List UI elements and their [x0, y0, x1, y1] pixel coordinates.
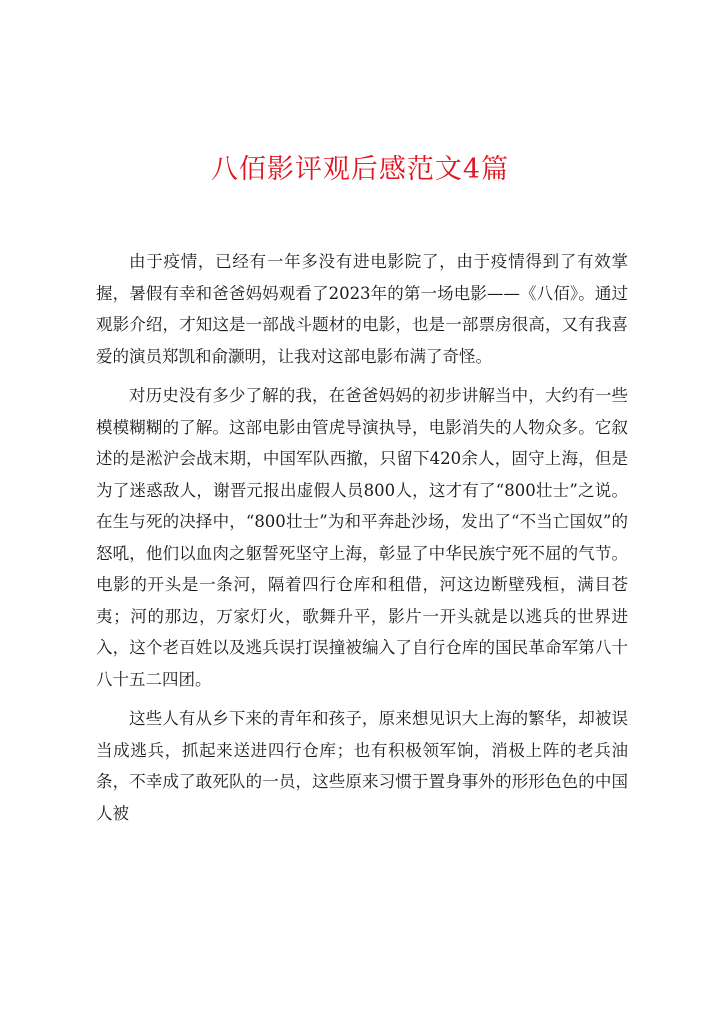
paragraph: 这些人有从乡下来的青年和孩子，原来想见识大上海的繁华，却被误当成逃兵，抓起来送进四行仓库；也有积极领军饷，消极上阵的老兵油条，不幸成了敢死队的一员，这些原来习惯于置身事外的形形色色的中国人被 [96, 709, 628, 823]
paragraph: 对历史没有多少了解的我，在爸爸妈妈的初步讲解当中，大约有一些模模糊糊的了解。这部电影由管虎导演执导，电影消失的人物众多。它叙述的是淞沪会战末期，中国军队西撤，只留下420余人，固守上海，但是为了迷惑敌人，谢晋元报出虚假人员800人，这才有了“800壮士”之说。在生与死的决择中，“800壮士”为和平奔赴沙场，发出了“不当亡国奴”的怒吼，他们以血肉之躯誓死坚守上海，彰显了中华民族宁死不屈的气节。电影的开头是一条河，隔着四行仓库和租借，河这边断壁残桓，满目苍夷；河的那边，万家灯火，歌舞升平，影片一开头就是以逃兵的世界进入，这个老百姓以及逃兵误打误撞被编入了自行仓库的国民革命军第八十八十五二四团。 [96, 386, 628, 689]
paragraph: 由于疫情，已经有一年多没有进电影院了，由于疫情得到了有效掌握，暑假有幸和爸爸妈妈观看了2023年的第一场电影——《八佰》。通过观影介绍，才知这是一部战斗题材的电影，也是一部票房很高，又有我喜爱的演员郑凯和俞灏明，让我对这部电影布满了奇怪。 [96, 252, 628, 366]
document-body [96, 246, 628, 837]
document-title: 八佰影评观后感范文4篇 [210, 154, 510, 185]
